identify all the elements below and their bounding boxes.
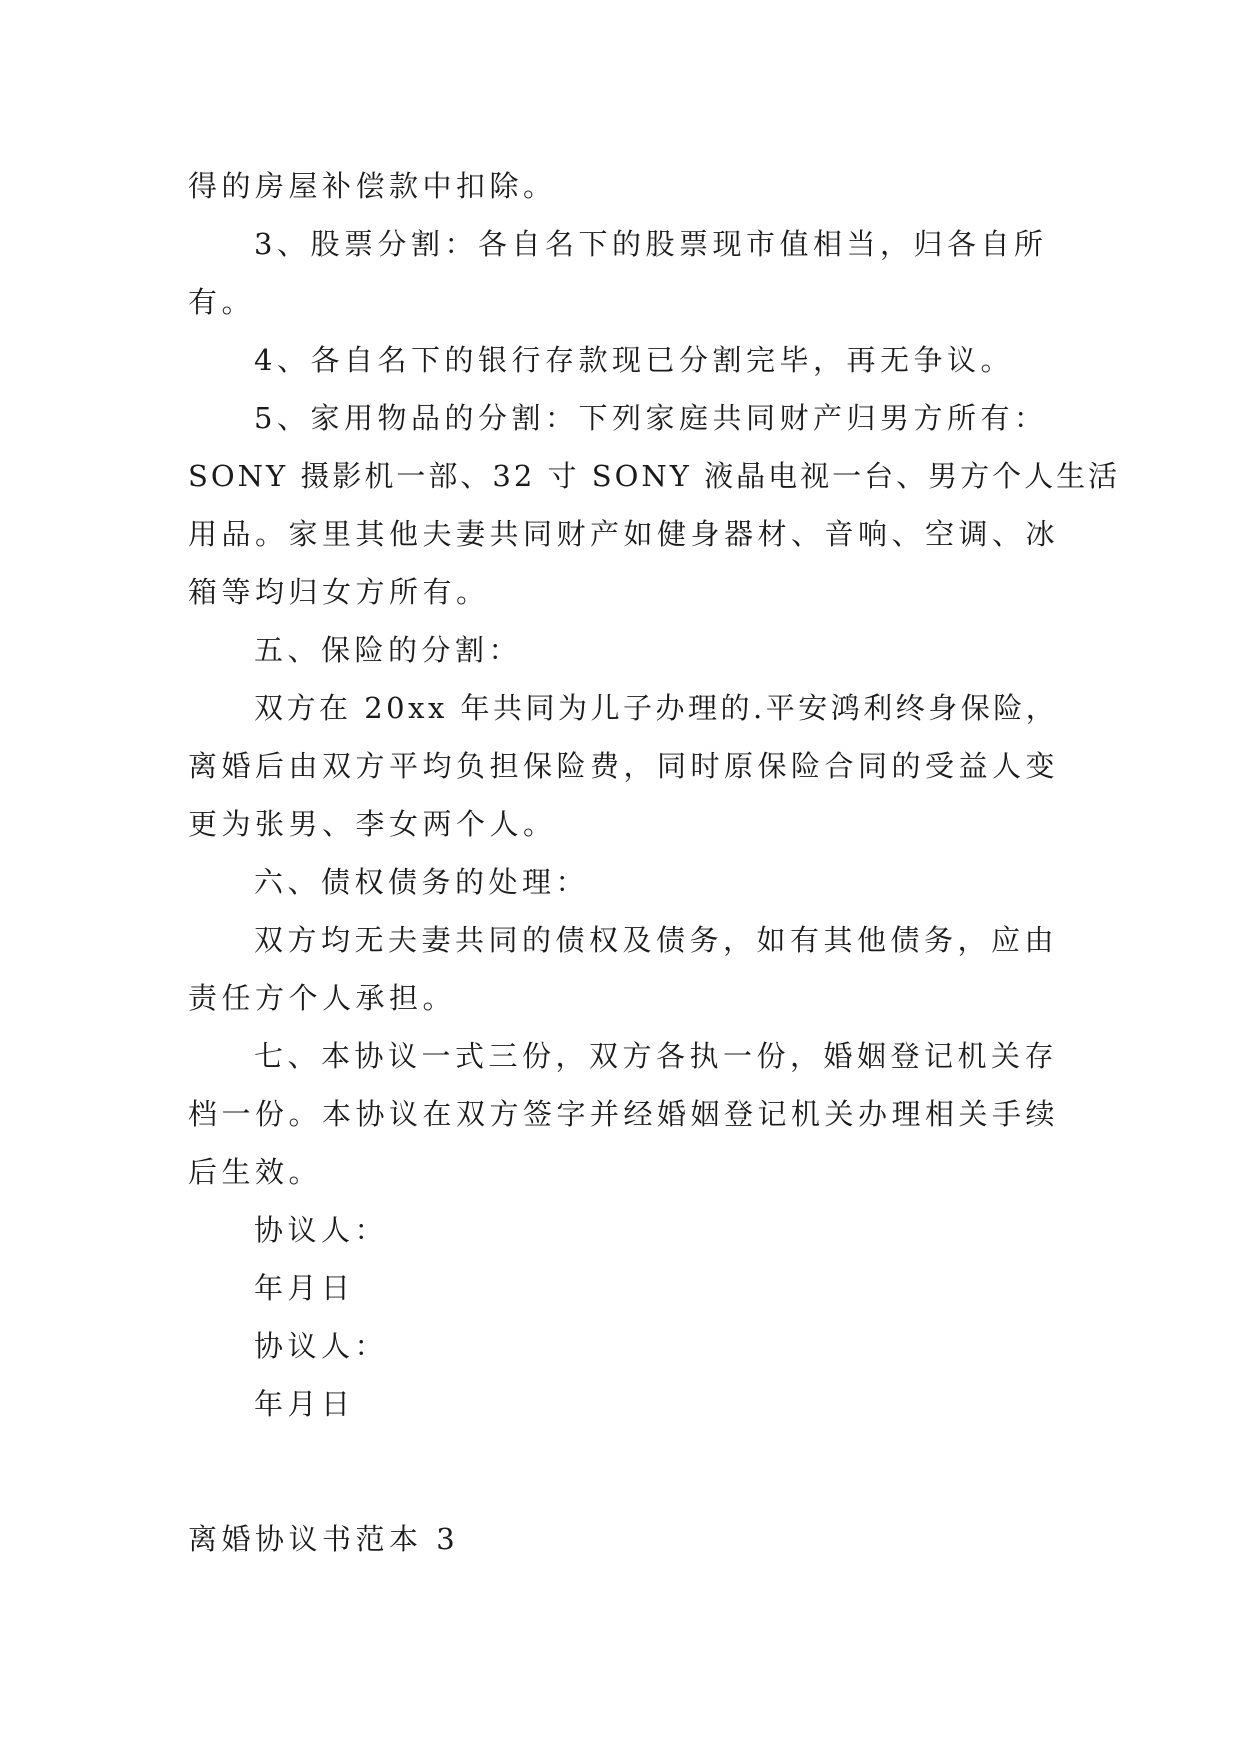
section-heading: 六、债权债务的处理：: [254, 865, 590, 899]
paragraph-line: 更为张男、李女两个人。: [188, 807, 557, 841]
paragraph-line: 后生效。: [188, 1155, 323, 1189]
paragraph-line: 5、家用物品的分割：下列家庭共同财产归男方所有：: [254, 401, 1048, 435]
paragraph-line: 双方在 20xx 年共同为儿子办理的.平安鸿利终身保险，: [254, 691, 1059, 725]
next-section-title: 离婚协议书范本 3: [188, 1522, 460, 1556]
paragraph-line: 双方均无夫妻共同的债权及债务，如有其他债务，应由: [254, 923, 1059, 957]
date-label: 年月日: [254, 1387, 355, 1421]
date-label: 年月日: [254, 1271, 355, 1305]
signature-label: 协议人：: [254, 1213, 389, 1247]
paragraph-line: 离婚后由双方平均负担保险费，同时原保险合同的受益人变: [188, 749, 1060, 783]
signature-label: 协议人：: [254, 1329, 389, 1363]
paragraph-line: 3、股票分割：各自名下的股票现市值相当，归各自所: [254, 227, 1048, 261]
paragraph-line: 用品。家里其他夫妻共同财产如健身器材、音响、空调、冰: [188, 517, 1060, 551]
section-heading: 五、保险的分割：: [254, 633, 523, 667]
paragraph-line: SONY 摄影机一部、32 寸 SONY 液晶电视一台、男方个人生活: [188, 459, 1121, 493]
document-body: [188, 157, 1121, 1568]
paragraph-line: 有。: [188, 285, 256, 319]
paragraph-line: 七、本协议一式三份，双方各执一份，婚姻登记机关存: [254, 1039, 1059, 1073]
paragraph-line: 4、各自名下的银行存款现已分割完毕，再无争议。: [254, 343, 1014, 377]
paragraph-line: 得的房屋补偿款中扣除。: [188, 169, 557, 203]
paragraph-line: 责任方个人承担。: [188, 981, 457, 1015]
blank-gap: [188, 1433, 1058, 1491]
paragraph-line: 档一份。本协议在双方签字并经婚姻登记机关办理相关手续: [188, 1097, 1060, 1131]
paragraph-line: 箱等均归女方所有。: [188, 575, 490, 609]
